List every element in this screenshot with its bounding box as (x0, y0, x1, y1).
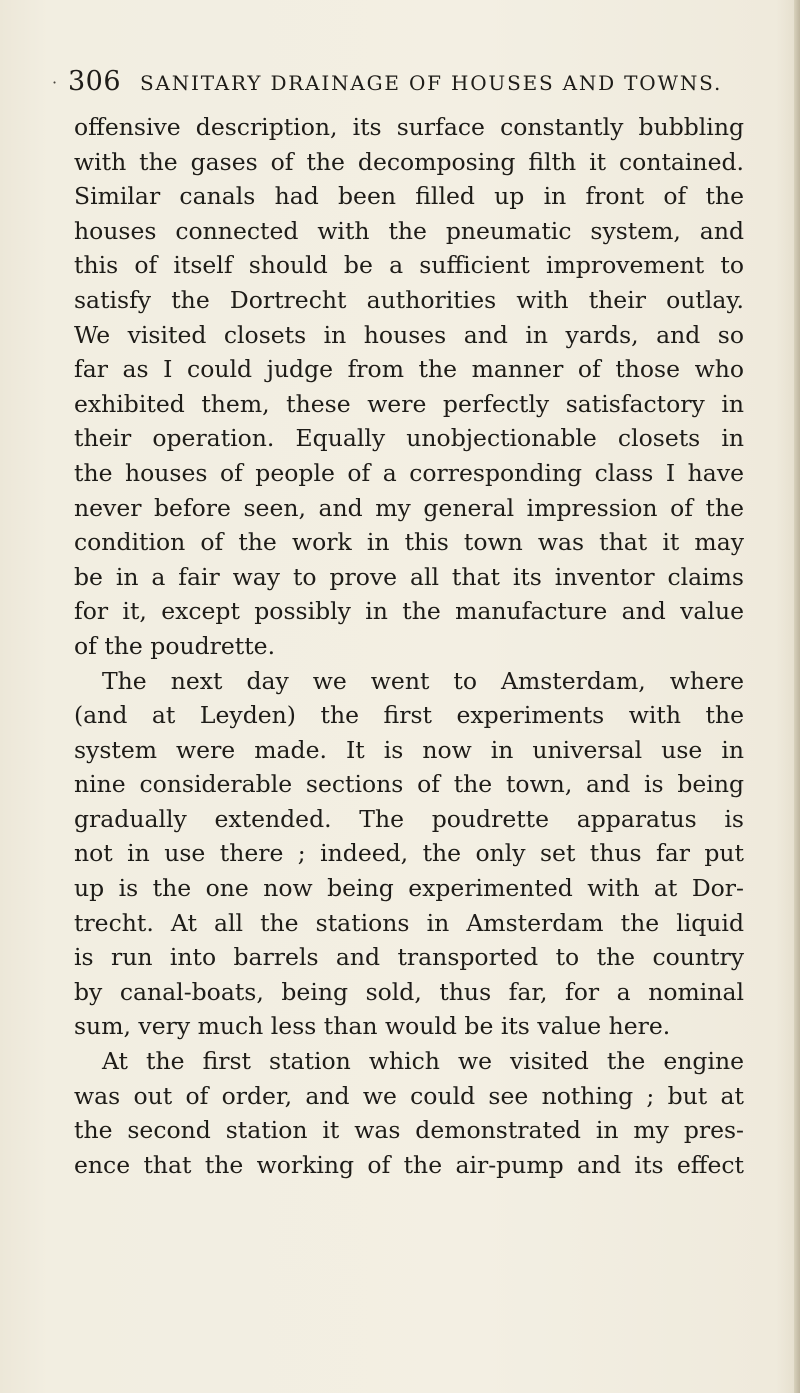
text-line: the second station it was demonstrated in my pres- (74, 1116, 744, 1145)
text-line: condition of the work in this town was that it may (74, 528, 744, 557)
text-line: offensive description, its surface constantly bubbling (74, 113, 744, 141)
text-line: At the first station which we visited the engine (102, 1047, 744, 1076)
text-line: far as I could judge from the manner of those who (74, 355, 744, 384)
text-line: trecht. At all the stations in Amsterdam the liquid (74, 908, 744, 937)
text-line: ence that the working of the air-pump and its effect (74, 1150, 744, 1179)
text-line: houses connected with the pneumatic system, and (74, 216, 744, 245)
running-title: SANITARY DRAINAGE OF HOUSES AND TOWNS. (140, 71, 723, 95)
text-line: Similar canals had been filled up in front of the (74, 182, 744, 211)
margin-mark: · (52, 73, 58, 92)
text-line: with the gases of the decomposing filth it contained. (74, 147, 744, 176)
text-line: system were made. It is now in universal use in (74, 735, 744, 764)
text-line: the houses of people of a corresponding class I have (74, 458, 744, 487)
text-line: was out of order, and we could see nothing ; but at (74, 1081, 744, 1110)
text-line: their operation. Equally unobjectionable closets in (74, 424, 744, 453)
text-line: this of itself should be a sufficient improvement to (74, 251, 744, 280)
text-line: The next day we went to Amsterdam, where (102, 666, 744, 695)
text-line: not in use there ; indeed, the only set thus far put (74, 839, 744, 868)
page-edge (794, 0, 800, 1393)
text-line: up is the one now being experimented with at Dor- (74, 874, 744, 903)
text-line: gradually extended. The poudrette apparatus is (74, 804, 744, 833)
body-text (74, 110, 744, 1182)
text-line: be in a fair way to prove all that its inventor claims (74, 562, 744, 591)
page-header (68, 66, 728, 106)
text-line: nine considerable sections of the town, and is being (74, 770, 744, 799)
text-line: sum, very much less than would be its value here. (74, 1012, 671, 1041)
text-line: for it, except possibly in the manufacture and value (74, 597, 744, 626)
text-line: satisfy the Dortrecht authorities with their outlay. (74, 285, 744, 314)
text-line: of the poudrette. (74, 631, 276, 660)
text-line: (and at Leyden) the first experiments with the (74, 701, 744, 730)
page-number: 306 (68, 66, 122, 97)
text-line: is run into barrels and transported to the country (74, 943, 744, 972)
text-line: exhibited them, these were perfectly satisfactory in (74, 389, 744, 418)
text-line: We visited closets in houses and in yards, and so (74, 320, 744, 349)
text-line: by canal-boats, being sold, thus far, for a nominal (74, 977, 744, 1006)
text-line: never before seen, and my general impression of the (74, 493, 744, 522)
